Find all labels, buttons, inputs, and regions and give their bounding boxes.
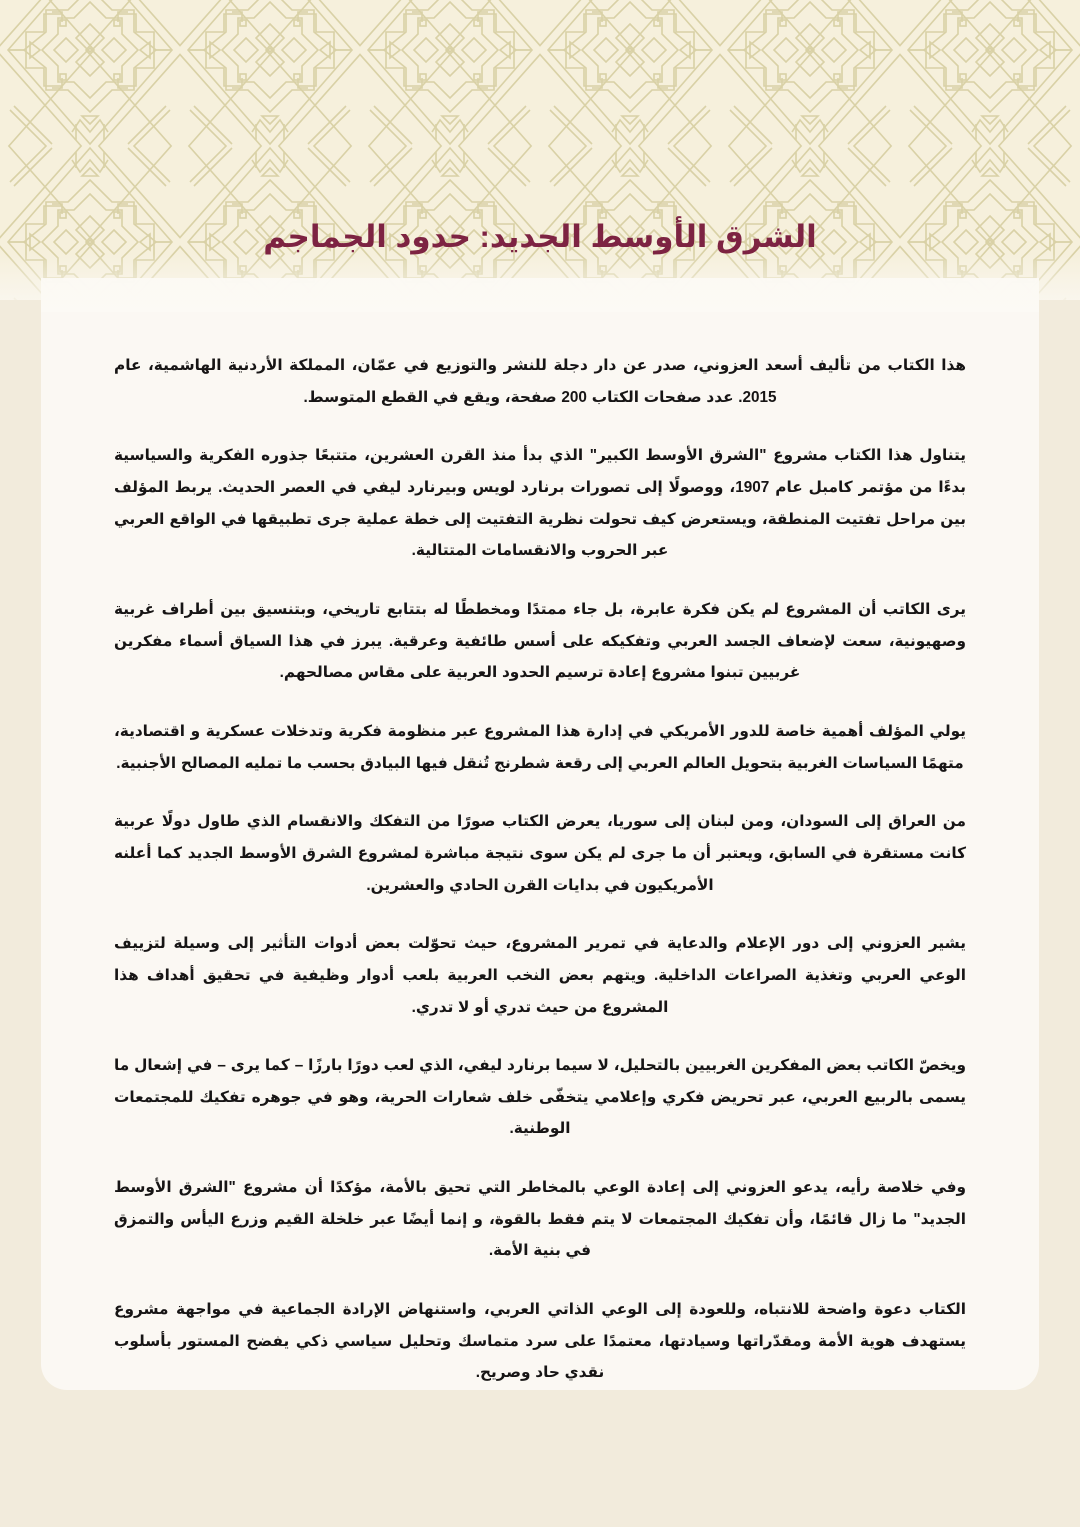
- paragraph: يرى الكاتب أن المشروع لم يكن فكرة عابرة، بل جاء ممتدًا ومخططًا له بتتابع تاريخي، وبتنسيق بين أطراف غربية وصهيونية، سعت لإضعاف الجسد العربي وتفكيكه على أسس طائفية وعرقية. يبرز في هذا السياق أسماء مفكرين غربيين تبنوا مشروع إعادة ترسيم الحدود العربية على مقاس مصالحهم.: [114, 600, 966, 682]
- paragraph: يشير العزوني إلى دور الإعلام والدعاية في تمرير المشروع، حيث تحوّلت بعض أدوات التأثير إلى وسيلة لتزييف الوعي العربي وتغذية الصراعات الداخلية. ويتهم بعض النخب العربية بلعب أدوار وظيفية في تحقيق أهداف هذا المشروع من حيث تدري أو لا تدري.: [114, 935, 966, 1016]
- paragraph: هذا الكتاب من تأليف أسعد العزوني، صدر عن دار دجلة للنشر والتوزيع في عمّان، المملكة الأردنية الهاشمية، عام 2015. عدد صفحات الكتاب 200 صفحة، ويقع في القطع المتوسط.: [114, 357, 966, 406]
- paragraph: ويخصّ الكاتب بعض المفكرين الغربيين بالتحليل، لا سيما برنارد ليفي، الذي لعب دورًا بارزًا – كما يرى – في إشعال ما يسمى بالربيع العربي، عبر تحريض فكري وإعلامي يتخفّى خلف شعارات الحرية، وهو في جوهره تفكيك للمجتمعات الوطنية.: [114, 1057, 966, 1138]
- page-title: الشرق الأوسط الجديد: حدود الجماجم: [263, 218, 817, 254]
- paragraph: الكتاب دعوة واضحة للانتباه، وللعودة إلى الوعي الذاتي العربي، واستنهاض الإرادة الجماعية في مواجهة مشروع يستهدف هوية الأمة ومقدّراتها وسيادتها، معتمدًا على سرد متماسك وتحليل سياسي ذكي يفضح المستور بأسلوب نقدي حاد وصريح.: [114, 1301, 966, 1382]
- paragraph: وفي خلاصة رأيه، يدعو العزوني إلى إعادة الوعي بالمخاطر التي تحيق بالأمة، مؤكدًا أن مشروع "الشرق الأوسط الجديد" ما زال قائمًا، وأن تفكيك المجتمعات لا يتم فقط بالقوة، و إنما أيضًا عبر خلخلة القيم وزرع اليأس والتمزق في بنية الأمة.: [114, 1179, 966, 1260]
- paragraph: يتناول هذا الكتاب مشروع "الشرق الأوسط الكبير" الذي بدأ منذ القرن العشرين، متتبعًا جذوره الفكرية والسياسية بدءًا من مؤتمر كامبل عام 1907، ووصولًا إلى تصورات برنارد لويس وبيرنارد ليفي في العصر الحديث. يربط المؤلف بين مراحل تفتيت المنطقة، ويستعرض كيف تحولت نظرية التفتيت إلى خطة عملية جرى تطبيقها في الواقع العربي عبر الحروب والانقسامات المتتالية.: [114, 447, 967, 560]
- article-body: [114, 350, 966, 1389]
- content-card: [41, 278, 1039, 1390]
- paragraph: من العراق إلى السودان، ومن لبنان إلى سوريا، يعرض الكتاب صورًا من التفكك والانقسام الذي طاول دولًا عربية كانت مستقرة في السابق، ويعتبر أن ما جرى لم يكن سوى نتيجة مباشرة لمشروع الشرق الأوسط الجديد كما أعلنه الأمريكيون في بدايات القرن الحادي والعشرين.: [114, 813, 966, 894]
- paragraph: يولي المؤلف أهمية خاصة للدور الأمريكي في إدارة هذا المشروع عبر منظومة فكرية وتدخلات عسكرية و اقتصادية، متهمًا السياسات الغربية بتحويل العالم العربي إلى رقعة شطرنج تُنقل فيها البيادق بحسب ما تمليه المصالح الأجنبية.: [114, 722, 966, 772]
